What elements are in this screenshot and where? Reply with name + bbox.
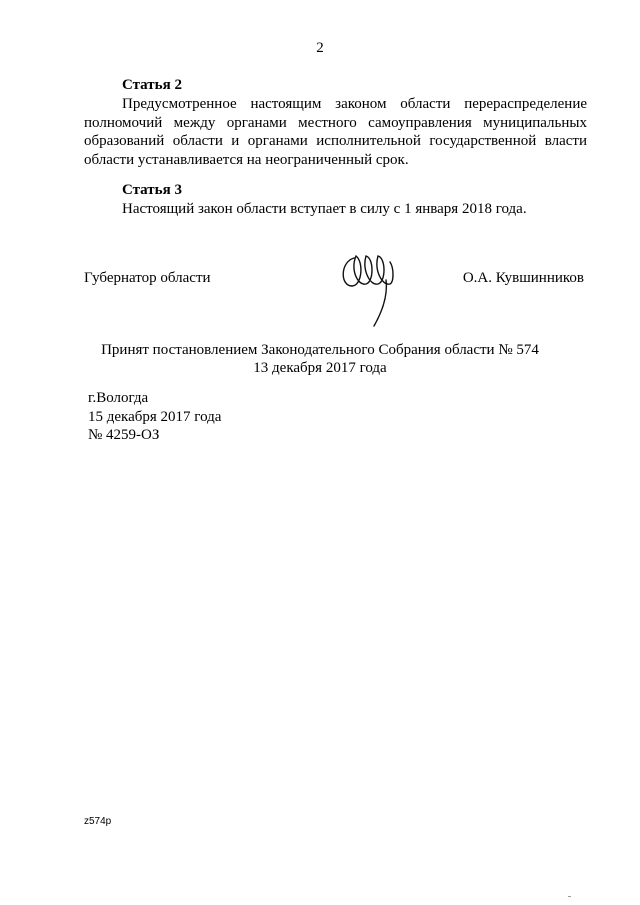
footer-code: z574p [84,816,112,827]
article-2-text: Предусмотренное настоящим законом области перераспределение полномочий между органами местного самоуправления муниципальных образований области и органами исполнительной государственной власти области устанавливается на неограниченный срок. [84,96,587,168]
handwritten-signature [336,240,408,332]
article-2 [84,76,587,169]
adoption-line-2: 13 декабря 2017 года [253,360,387,376]
signing-date: 15 декабря 2017 года [88,408,222,425]
scan-mark [568,896,571,897]
law-number: № 4259-ОЗ [88,427,160,443]
article-3-text: Настоящий закон области вступает в силу с 1 января 2018 года. [122,201,527,217]
article-3 [84,181,587,219]
adoption-note [0,341,640,377]
city: г.Вологда [88,390,149,406]
article-3-heading: Статья 3 [122,182,182,198]
article-2-heading: Статья 2 [122,77,182,93]
signatory-name: О.А. Кувшинников [462,270,584,286]
place-date-number [88,389,221,445]
page-number: 2 [316,40,324,56]
adoption-line-1: Принят постановлением Законодательного Собрания области № 574 [101,342,539,358]
signatory-title: Губернатор области [84,270,211,286]
